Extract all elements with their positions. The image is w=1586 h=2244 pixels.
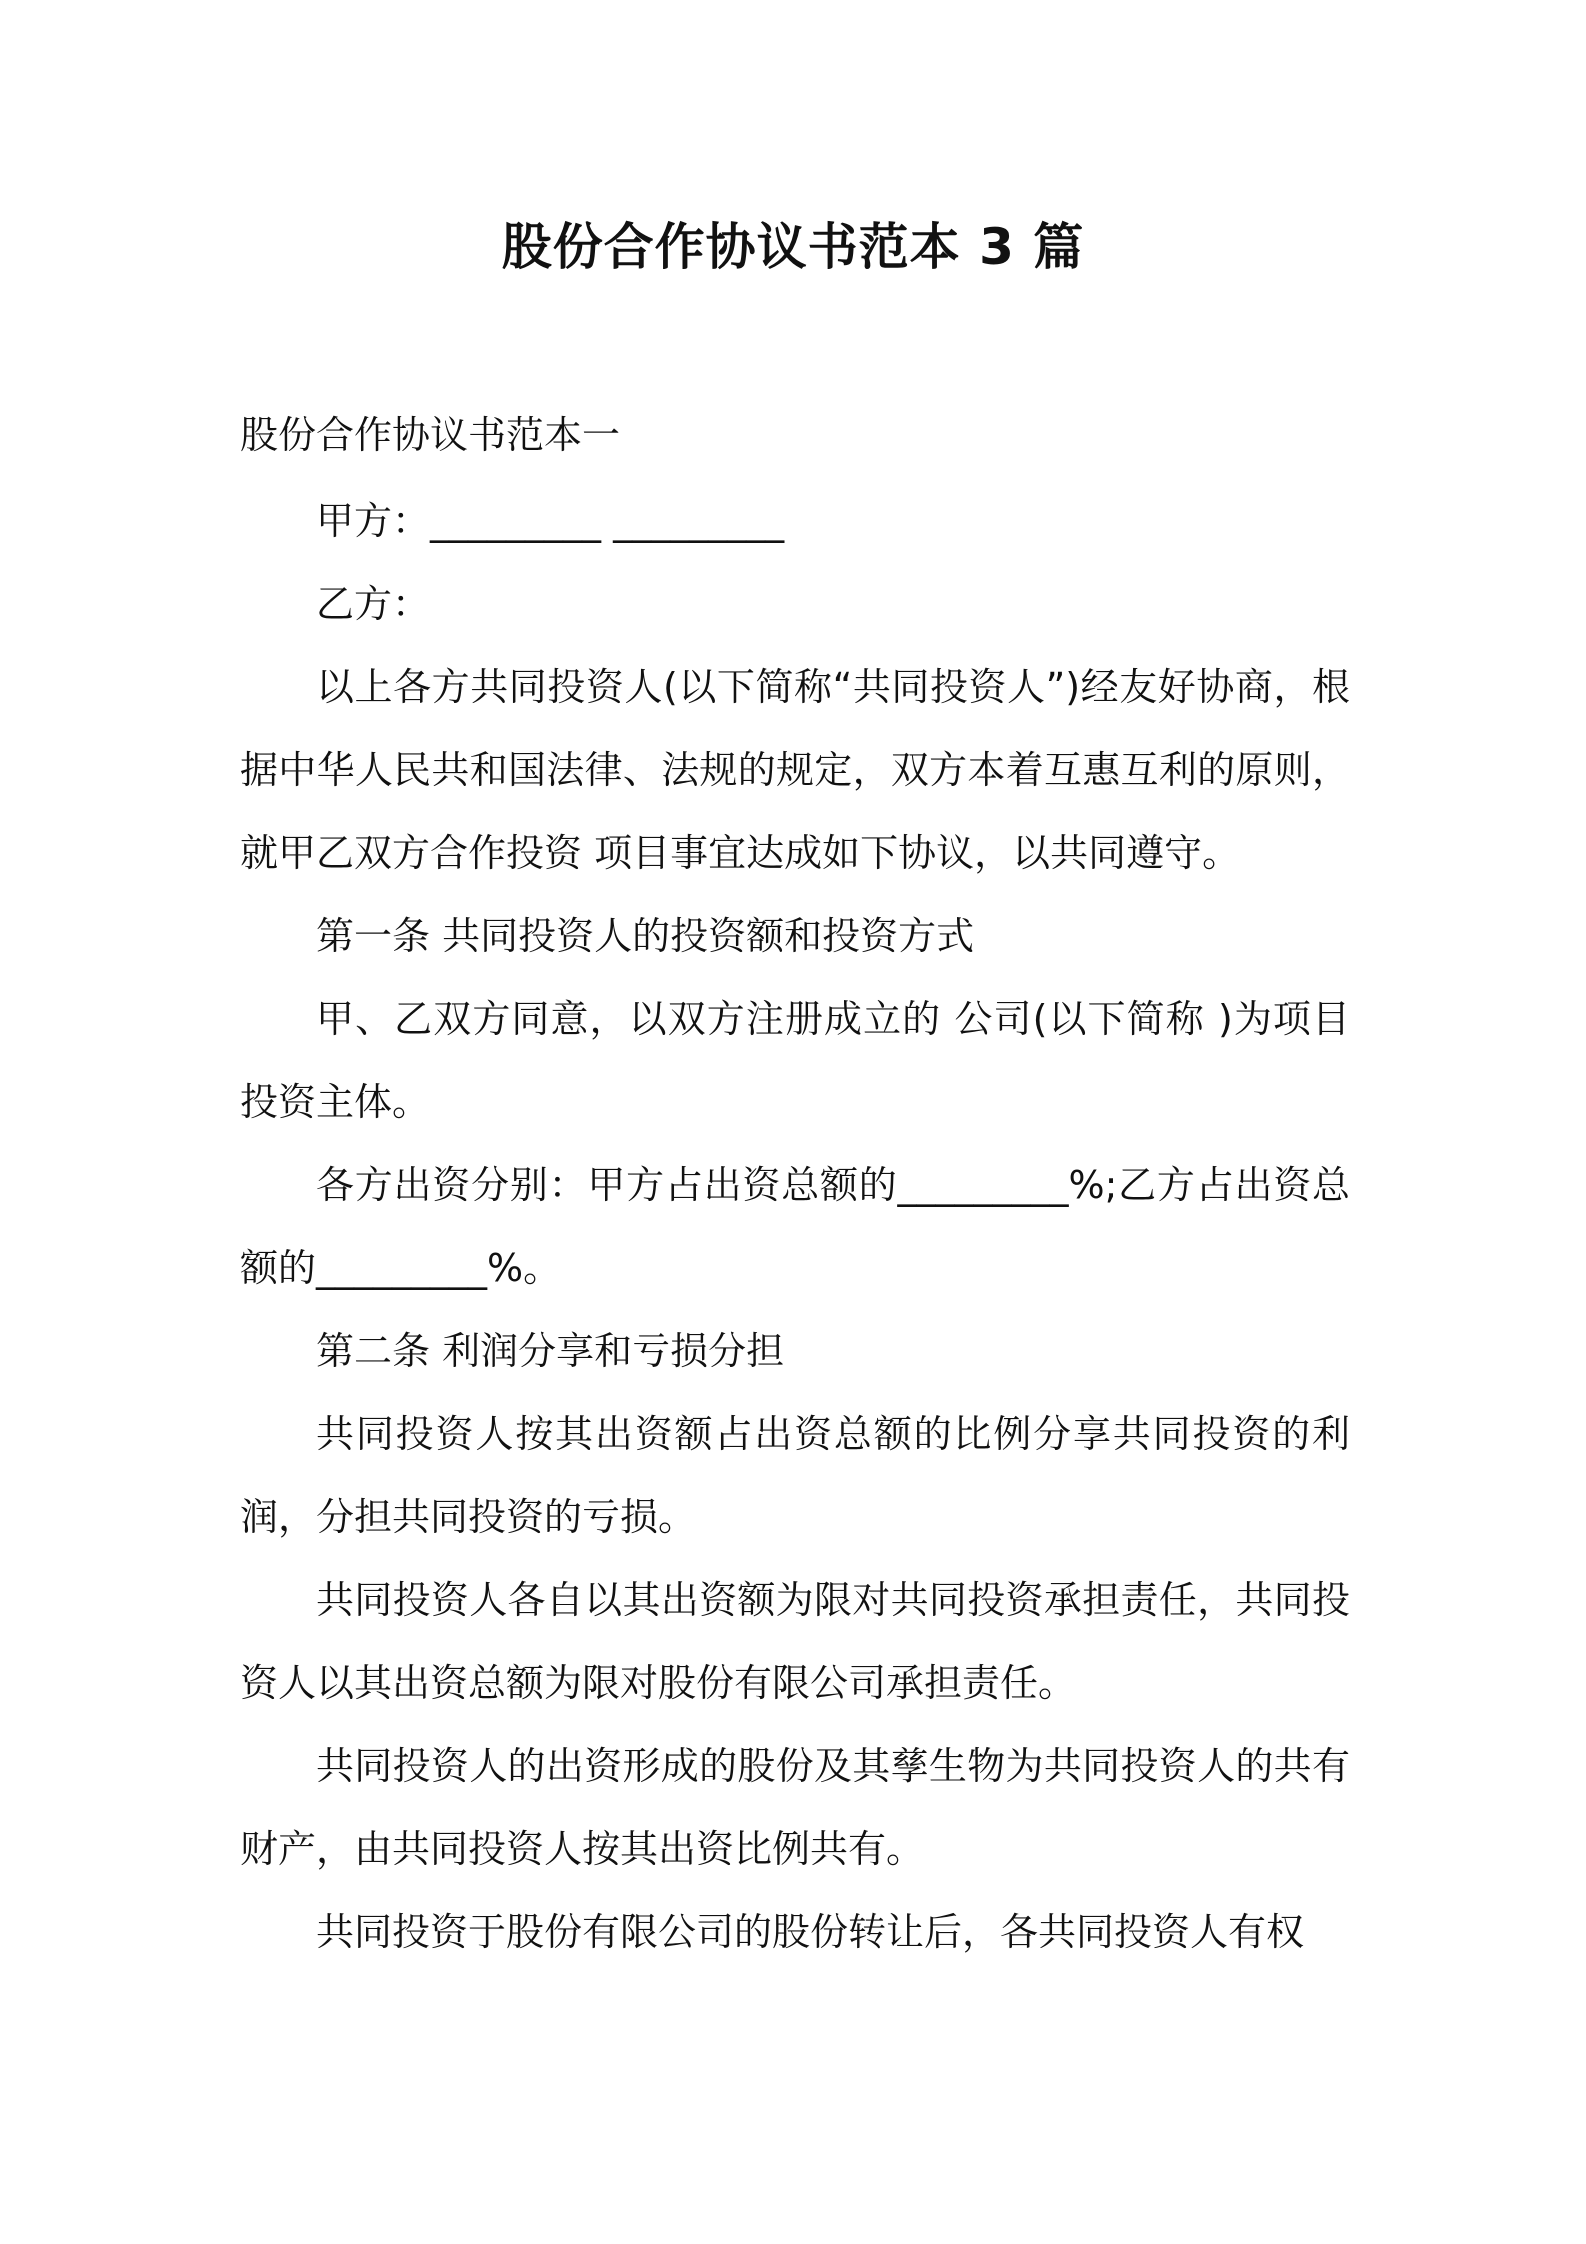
paragraph-common-property: 共同投资人的出资形成的股份及其孳生物为共同投资人的共有财产，由共同投资人按其出资比例共有。	[240, 1744, 1350, 1871]
party-b-line: 乙方：	[316, 582, 431, 626]
paragraph-capital-share: 各方出资分别：甲方占出资总额的_________%;乙方占出资总额的_________%。	[240, 1163, 1350, 1290]
article-1-heading: 第一条 共同投资人的投资额和投资方式	[316, 914, 975, 958]
paragraph-share-transfer: 共同投资于股份有限公司的股份转让后，各共同投资人有权	[316, 1910, 1305, 1954]
party-a-line: 甲方：_________ _________	[316, 499, 785, 543]
document-subtitle: 股份合作协议书范本一	[240, 413, 621, 457]
paragraph-liability: 共同投资人各自以其出资额为限对共同投资承担责任，共同投资人以其出资总额为限对股份有限公司承担责任。	[240, 1578, 1350, 1705]
paragraph-preamble: 以上各方共同投资人(以下简称“共同投资人”)经友好协商，根据中华人民共和国法律、法规的规定，双方本着互惠互利的原则，就甲乙双方合作投资 项目事宜达成如下协议，以共同遵守。	[240, 665, 1350, 875]
article-2-heading: 第二条 利润分享和亏损分担	[316, 1329, 785, 1373]
document-body	[240, 480, 1350, 1974]
document-title: 股份合作协议书范本 3 篇	[501, 218, 1085, 276]
paragraph-profit-sharing: 共同投资人按其出资额占出资总额的比例分享共同投资的利润，分担共同投资的亏损。	[240, 1412, 1350, 1539]
paragraph-investment-entity: 甲、乙双方同意，以双方注册成立的 公司(以下简称 )为项目投资主体。	[240, 997, 1350, 1124]
